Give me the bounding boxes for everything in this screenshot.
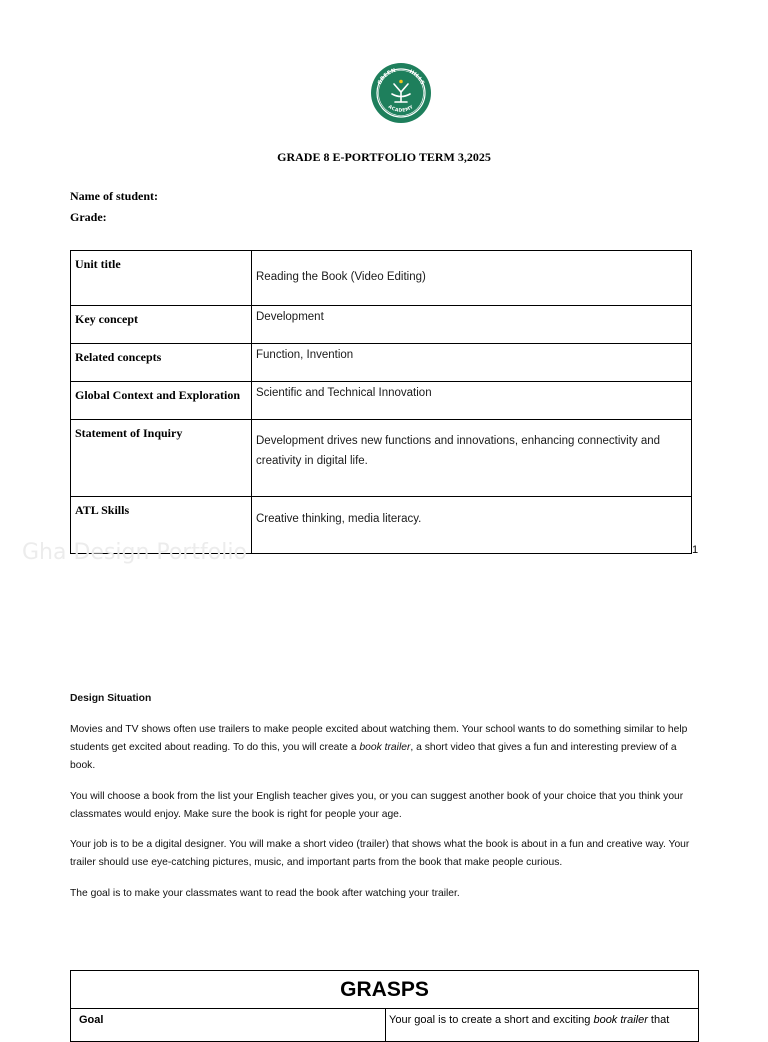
logo-text-academy: ACADEMY bbox=[386, 104, 415, 114]
table-row bbox=[71, 382, 692, 420]
key-concept-value: Development bbox=[252, 306, 692, 344]
grasps-goal-label: Goal bbox=[79, 1014, 104, 1026]
atl-skills-key: ATL Skills bbox=[71, 497, 252, 554]
related-concepts-key: Related concepts bbox=[71, 344, 252, 382]
key-concept-key: Key concept bbox=[71, 306, 252, 344]
unit-title-key: Unit title bbox=[71, 251, 252, 306]
school-logo bbox=[370, 62, 432, 124]
table-row bbox=[71, 306, 692, 344]
global-context-value: Scientific and Technical Innovation bbox=[252, 382, 692, 420]
paragraph-text: Movies and TV shows often use trailers to make people excited about watching them. Your school wants to do something similar to help students get excited about reading. To do this, you will create a bbox=[70, 724, 688, 754]
watermark: Gha Design Portfolio bbox=[22, 540, 247, 565]
grasps-title: GRASPS bbox=[340, 978, 429, 1001]
global-context-key: Global Context and Exploration bbox=[71, 382, 252, 420]
grade-label: Grade: bbox=[70, 210, 107, 224]
goal-text: that bbox=[647, 1014, 670, 1026]
table-row bbox=[71, 344, 692, 382]
design-paragraph-1 bbox=[70, 721, 695, 776]
divider bbox=[385, 1008, 386, 1041]
related-concepts-value: Function, Invention bbox=[252, 344, 692, 382]
goal-emphasis: book trailer bbox=[593, 1014, 648, 1026]
student-name-label: Name of student: bbox=[70, 189, 158, 203]
statement-of-inquiry-value: Development drives new functions and innovations, enhancing connectivity and creativity in digital life. bbox=[252, 420, 692, 497]
paragraph-text: , a short video that gives a fun and interesting preview of a book. bbox=[70, 742, 677, 772]
design-paragraph-2: You will choose a book from the list your English teacher gives you, or you can suggest another book of your choice that you think your classmates would enjoy. Make sure the book is right for people your age. bbox=[70, 791, 684, 821]
goal-text: Your goal is to create a short and exciting bbox=[389, 1014, 594, 1026]
unit-info-table bbox=[70, 250, 692, 554]
unit-title-value: Reading the Book (Video Editing) bbox=[252, 251, 692, 306]
design-paragraph-3: Your job is to be a digital designer. You will make a short video (trailer) that shows what the book is about in a fun and creative way. Your trailer should use eye-catching pictures, music, and important parts from the book that make people curious. bbox=[70, 839, 690, 869]
grasps-table bbox=[70, 970, 699, 1042]
grasps-goal-text bbox=[389, 1014, 669, 1026]
table-row bbox=[71, 420, 692, 497]
logo-text-green: GREEN bbox=[376, 67, 397, 86]
paragraph-emphasis: book trailer bbox=[359, 742, 411, 754]
design-paragraph-4: The goal is to make your classmates want to read the book after watching your trailer. bbox=[70, 888, 460, 899]
document-title: GRADE 8 E-PORTFOLIO TERM 3,2025 bbox=[277, 150, 491, 164]
statement-of-inquiry-key: Statement of Inquiry bbox=[71, 420, 252, 497]
atl-skills-value: Creative thinking, media literacy. bbox=[252, 497, 692, 554]
table-row bbox=[71, 251, 692, 306]
design-situation-heading: Design Situation bbox=[70, 693, 152, 704]
logo-text-hills: HILLS bbox=[408, 68, 426, 87]
page-number: 1 bbox=[692, 544, 699, 556]
